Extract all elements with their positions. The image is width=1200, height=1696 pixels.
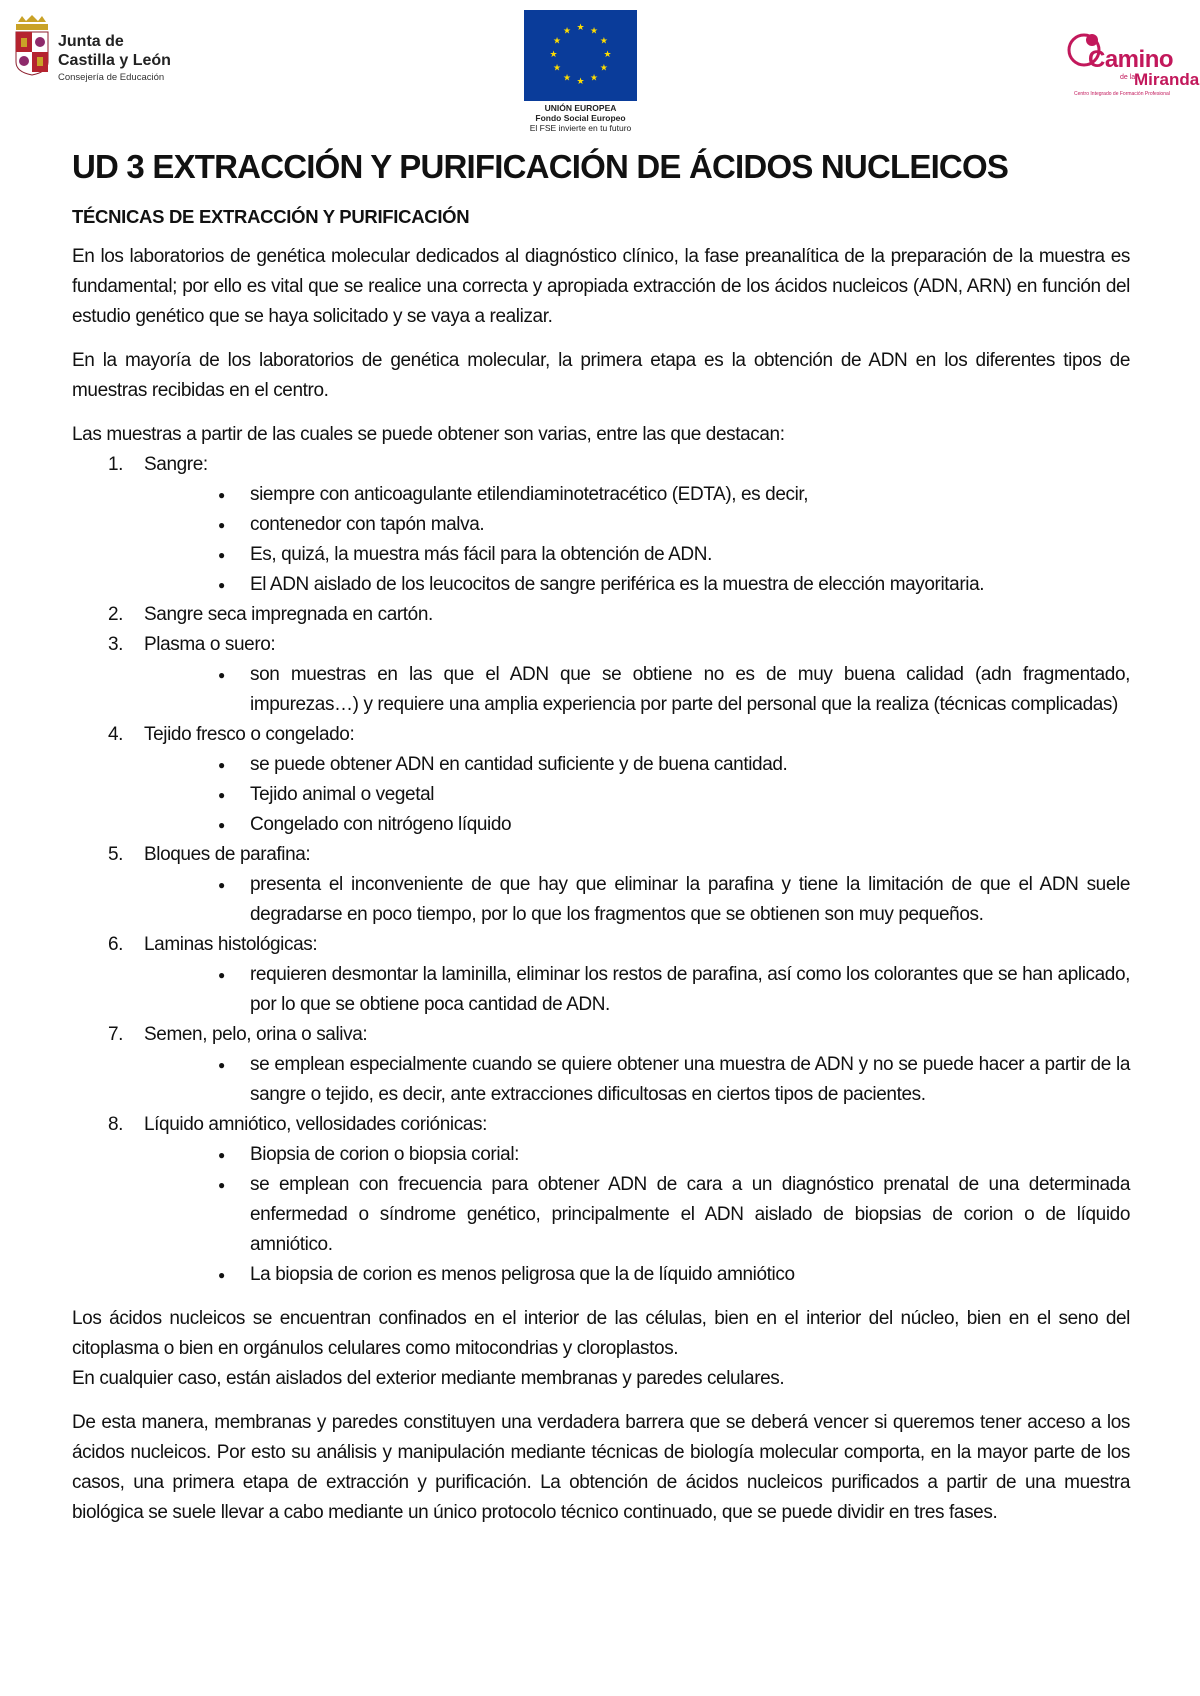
sample-item: [72, 1020, 1130, 1110]
paragraph-barrier: De esta manera, membranas y paredes constituyen una verdadera barrera que se deberá vencer si queremos tener acceso a los ácidos nucleicos. Por esto su análisis y manipulación mediante técnicas de biología molecular comporta, en la mayor parte de los casos, una primera etapa de extracción y purificación. La obtención de ácidos nucleicos purificados a partir de una muestra biológica se suele llevar a cabo mediante un único protocolo técnico continuado, que se puede dividir en tres fases.: [72, 1412, 1130, 1523]
sample-item: [72, 1110, 1130, 1290]
paragraph-first-stage: En la mayoría de los laboratorios de genética molecular, la primera etapa es la obtención de ADN en los diferentes tipos de muestras recibidas en el centro.: [72, 350, 1130, 401]
sample-detail-item: ● Es, quizá, la muestra más fácil para la obtención de ADN.: [214, 540, 1130, 570]
sample-detail-item: ● requieren desmontar la laminilla, eliminar los restos de parafina, así como los colorantes que se han aplicado, por lo que se obtiene poca cantidad de ADN.: [214, 960, 1130, 1020]
sample-label: Sangre seca impregnada en cartón.: [144, 604, 433, 625]
page-title: UD 3 EXTRACCIÓN Y PURIFICACIÓN DE ÁCIDOS NUCLEICOS: [72, 148, 1009, 185]
svg-text:★: ★: [603, 50, 612, 60]
sample-number: 3.: [108, 634, 124, 655]
svg-text:★: ★: [576, 23, 585, 33]
eu-logo: [524, 10, 637, 138]
sample-detail-item: ● Biopsia de corion o biopsia corial:: [214, 1140, 1130, 1170]
svg-text:★: ★: [553, 63, 562, 74]
sample-detail-item: ● Tejido animal o vegetal: [214, 780, 1130, 810]
sample-item: [72, 720, 1130, 840]
sample-detail-item: ● son muestras en las que el ADN que se obtiene no es de muy buena calidad (adn fragmentado, impurezas…) y requiere una amplia experiencia por parte del personal que la realiza (técnicas complicadas): [214, 660, 1130, 720]
eu-flag-icon: [524, 10, 637, 101]
paragraph-isolation: En cualquier caso, están aislados del exterior mediante membranas y paredes celulares.: [72, 1368, 785, 1389]
sample-detail-list: [144, 750, 1130, 840]
camino-de-la-miranda-logo: Camino de la Miranda Centro Integrado de Formación Profesional: [1066, 30, 1196, 105]
svg-text:★: ★: [553, 36, 562, 47]
sample-detail-item: ● El ADN aislado de los leucocitos de sangre periférica es la muestra de elección mayoritaria.: [214, 570, 1130, 600]
svg-text:★: ★: [562, 73, 572, 84]
eu-caption: UNIÓN EUROPEA Fondo Social Europeo El FSE invierte en tu futuro: [529, 103, 632, 133]
sample-detail-item: ● se emplean especialmente cuando se quiere obtener una muestra de ADN y no se puede hacer a partir de la sangre o tejido, es decir, ante extracciones dificultosas en ciertos tipos de pacientes.: [214, 1050, 1130, 1110]
svg-text:★: ★: [599, 63, 608, 74]
sample-detail-item: ● contenedor con tapón malva.: [214, 510, 1130, 540]
sample-label: Sangre:: [144, 454, 208, 475]
sample-detail-item: ● se emplean con frecuencia para obtener ADN de cara a un diagnóstico prenatal de una determinada enfermedad o síndrome genético, principalmente el ADN aislado de biopsias de corion o de líquido amniótico.: [214, 1170, 1130, 1260]
svg-text:★: ★: [589, 73, 599, 84]
sample-label: Tejido fresco o congelado:: [144, 724, 355, 745]
jcyl-department: Consejería de Educación: [58, 72, 165, 83]
coat-of-arms-icon: [12, 14, 52, 76]
sample-item: [72, 630, 1130, 720]
sample-detail-list: [144, 660, 1130, 720]
junta-castilla-leon-logo: [12, 10, 202, 100]
sample-detail-item: ● La biopsia de corion es menos peligrosa que la de líquido amniótico: [214, 1260, 1130, 1290]
sample-number: 1.: [108, 454, 124, 475]
sample-detail-list: [144, 960, 1130, 1020]
sample-label: Laminas histológicas:: [144, 934, 318, 955]
svg-text:★: ★: [576, 77, 585, 87]
svg-text:★: ★: [562, 26, 572, 37]
sample-number: 6.: [108, 934, 124, 955]
sample-types-list: [72, 450, 1130, 1290]
svg-text:★: ★: [589, 26, 599, 37]
sample-detail-item: ● presenta el inconveniente de que hay que eliminar la parafina y tiene la limitación de que el ADN suele degradarse en poco tiempo, por lo que los fragmentos que se obtienen son muy pequeños.: [214, 870, 1130, 930]
sample-number: 2.: [108, 604, 124, 625]
sample-label: Semen, pelo, orina o saliva:: [144, 1024, 368, 1045]
sample-detail-list: [144, 1140, 1130, 1290]
sample-number: 5.: [108, 844, 124, 865]
sample-item: [72, 450, 1130, 600]
sample-number: 4.: [108, 724, 124, 745]
sample-detail-item: ● se puede obtener ADN en cantidad suficiente y de buena cantidad.: [214, 750, 1130, 780]
document-body: [72, 148, 1130, 1542]
paragraph-confinement: Los ácidos nucleicos se encuentran confinados en el interior de las células, bien en el interior del núcleo, bien en el seno del citoplasma o bien en orgánulos celulares como mitocondrias y cloroplastos.: [72, 1308, 1130, 1359]
svg-text:★: ★: [549, 50, 558, 60]
svg-text:★: ★: [599, 36, 608, 47]
jcyl-name: Junta de Castilla y León: [58, 33, 171, 69]
sample-detail-item: ● siempre con anticoagulante etilendiaminotetracético (EDTA), es decir,: [214, 480, 1130, 510]
sample-number: 7.: [108, 1024, 124, 1045]
paragraph-sample-types: Las muestras a partir de las cuales se puede obtener son varias, entre las que destacan:: [72, 424, 785, 445]
sample-detail-list: [144, 480, 1130, 600]
sample-label: Plasma o suero:: [144, 634, 276, 655]
sample-item: [72, 840, 1130, 930]
sample-label: Líquido amniótico, vellosidades coriónicas:: [144, 1114, 487, 1135]
section-heading: TÉCNICAS DE EXTRACCIÓN Y PURIFICACIÓN: [72, 206, 470, 227]
sample-detail-list: [144, 1050, 1130, 1110]
sample-item: [72, 930, 1130, 1020]
sample-item: [72, 600, 1130, 630]
sample-label: Bloques de parafina:: [144, 844, 311, 865]
sample-number: 8.: [108, 1114, 124, 1135]
sample-detail-item: ● Congelado con nitrógeno líquido: [214, 810, 1130, 840]
paragraph-intro: En los laboratorios de genética molecular dedicados al diagnóstico clínico, la fase preanalítica de la preparación de la muestra es fundamental; por ello es vital que se realice una correcta y apropiada extracción de los ácidos nucleicos (ADN, ARN) en función del estudio genético que se haya solicitado y se vaya a realizar.: [72, 246, 1130, 327]
sample-detail-list: [144, 870, 1130, 930]
